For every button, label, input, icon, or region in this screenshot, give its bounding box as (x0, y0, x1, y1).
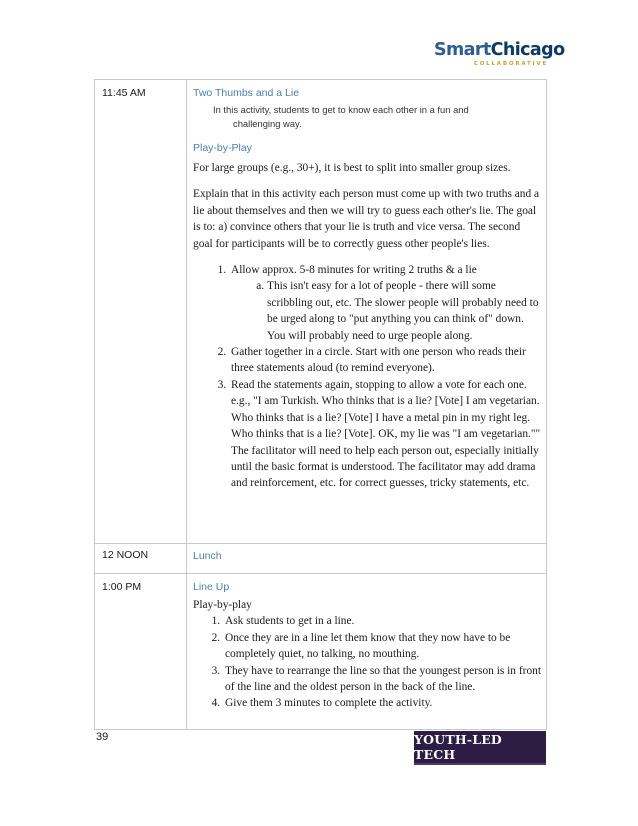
activity-title: Line Up (193, 581, 230, 593)
list-item: 3. Read the statements again, stopping to allow a vote for each one. e.g., "I am Turkish. Who thinks that is a lie? [Vote] I am vegetarian. Who thinks that is a lie? [Vote] I have a metal pin in my right leg. Who thinks that is a lie? [Vote]. OK, my lie was "I am vegetarian."" The facilitator will need to help each person out, especially initially until the basic format is understood. The facilitator may add drama and reinforcement, etc. for correct guesses, tricky statements, etc. (229, 377, 542, 492)
list-item: 3. They have to rearrange the line so that the youngest person is in front of the line and the oldest person in the back of the line. (223, 663, 542, 696)
table-row (95, 544, 547, 574)
paragraph: For large groups (e.g., 30+), it is best to split into smaller group sizes. (193, 162, 511, 174)
play-by-play-heading: Play-by-play (193, 599, 252, 611)
smartchicago-logo (434, 40, 565, 74)
page-number: 39 (96, 731, 109, 743)
table-row (95, 574, 547, 730)
steps-list (193, 262, 542, 492)
list-item: 2. Once they are in a line let them know that they now have to be completely quiet, no talking, no mouthing. (223, 630, 542, 663)
table-row (95, 80, 547, 544)
activity-title: Lunch (193, 550, 222, 562)
time-cell: 11:45 AM (95, 80, 187, 544)
list-item: 4. Give them 3 minutes to complete the activity. (223, 695, 542, 711)
play-by-play-heading: Play-by-Play (193, 142, 252, 154)
sub-list (231, 278, 542, 344)
activity-cell (187, 574, 547, 730)
list-item: 1. Allow approx. 5-8 minutes for writing 2 truths & a lie a. This isn't easy for a lot of people - there will some scribbling out, etc. The slower people will probably need to be urged along to "put anything you can think of" down. You will probably need to urge people along. (229, 262, 542, 344)
time-cell: 12 NOON (95, 544, 187, 574)
time-cell: 1:00 PM (95, 574, 187, 730)
steps-list (193, 613, 542, 711)
activity-cell (187, 544, 547, 574)
activity-title: Two Thumbs and a Lie (193, 87, 300, 99)
logo-subtitle: COLLABORATIVE (473, 61, 548, 67)
activity-intro: In this activity, students to get to know each other in a fun and challenging way. (213, 104, 469, 129)
logo-wordmark: SmartChicago (434, 40, 565, 60)
schedule-table (94, 79, 547, 730)
list-item: a. This isn't easy for a lot of people - there will some scribbling out, etc. The slower people will probably need to be urged along to "put anything you can think of" down. You will probably need to urge people along. (267, 278, 542, 344)
paragraph: Explain that in this activity each person must come up with two truths and a lie about themselves and then we will try to guess each other's lie. The goal is to: a) convince others that your lie is truth and vice versa. The second goal for participants will be to correctly guess other people's lies. (193, 188, 540, 250)
activity-cell (187, 80, 547, 544)
youth-led-tech-logo: YOUTH-LED TECH (414, 731, 546, 765)
list-item: 2. Gather together in a circle. Start with one person who reads their three statements aloud (to remind everyone). (229, 344, 542, 377)
list-item: 1. Ask students to get in a line. (223, 613, 542, 629)
